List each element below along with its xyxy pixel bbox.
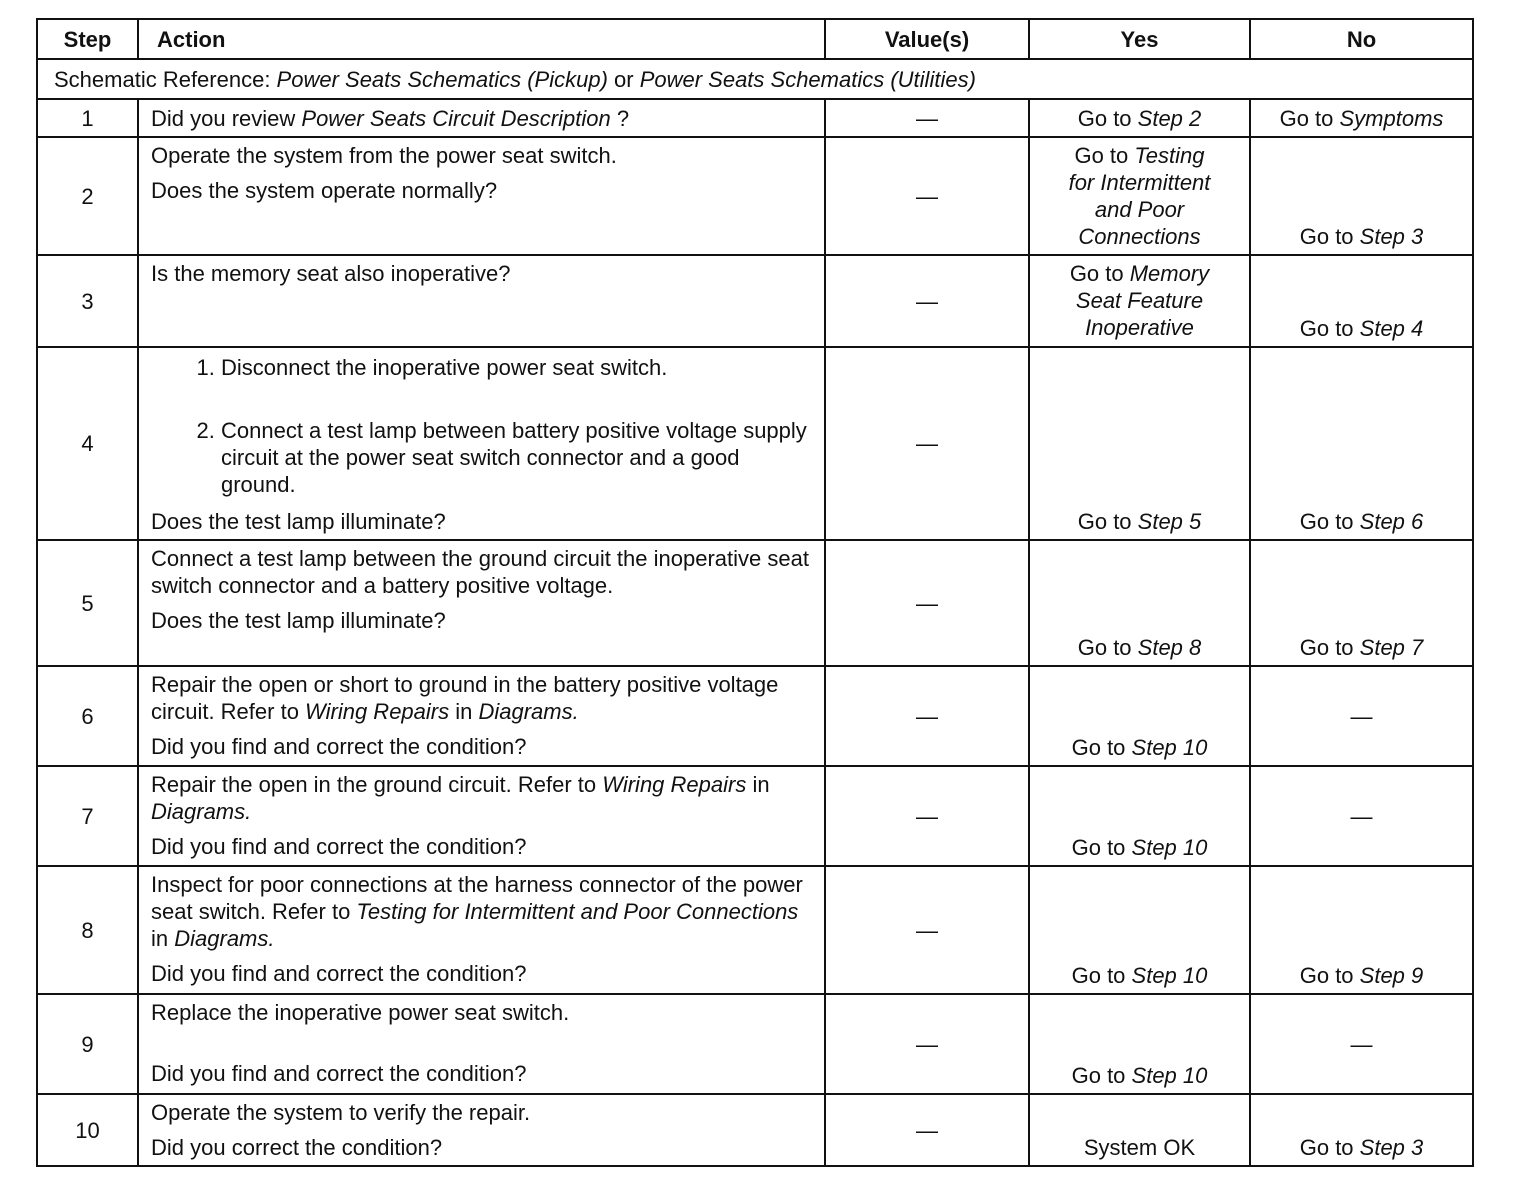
step-number: 5 [37, 540, 138, 666]
value-cell: — [825, 255, 1029, 347]
yes-cell[interactable] [1029, 347, 1250, 540]
header-action: Action [138, 19, 825, 59]
no-cell[interactable] [1250, 866, 1473, 994]
action-cell [138, 1094, 825, 1166]
step-number: 1 [37, 99, 138, 137]
yes-prefix: Go to [1074, 143, 1135, 168]
table-row [37, 137, 1473, 255]
no-cell[interactable] [1250, 99, 1473, 137]
no-target[interactable]: Symptoms [1339, 105, 1444, 131]
value-cell: — [825, 1094, 1029, 1166]
no-cell[interactable] [1250, 347, 1473, 540]
yes-target[interactable]: Step 5 [1137, 509, 1202, 534]
action-cell [138, 866, 825, 994]
yes-cell[interactable] [1029, 766, 1250, 866]
action-question: Is the memory seat also inoperative? [151, 261, 511, 286]
action-question: Does the test lamp illuminate? [151, 608, 446, 633]
step-number: 7 [37, 766, 138, 866]
yes-prefix: Go to [1069, 261, 1130, 286]
table-row [37, 347, 1473, 540]
action-cell [138, 540, 825, 666]
step-number: 4 [37, 347, 138, 540]
yes-prefix: Go to [1071, 735, 1132, 760]
header-yes: Yes [1029, 19, 1250, 59]
no-cell[interactable] [1250, 1094, 1473, 1166]
step-number: 2 [37, 137, 138, 255]
list-item: 2. Connect a test lamp between battery positive voltage supply circuit at the power seat switch connector and a good ground. [221, 417, 814, 498]
no-cell[interactable] [1250, 540, 1473, 666]
no-target[interactable]: Step 3 [1359, 224, 1424, 249]
action-reference[interactable]: Wiring Repairs [305, 699, 450, 724]
yes-prefix: Go to [1077, 509, 1138, 534]
no-prefix: Go to [1299, 316, 1360, 341]
yes-prefix: Go to [1071, 1063, 1132, 1088]
schematic-reference [37, 59, 1473, 99]
no-cell: — [1250, 994, 1473, 1094]
table-row [37, 994, 1473, 1094]
yes-cell[interactable] [1029, 137, 1250, 255]
yes-target[interactable]: Step 8 [1137, 635, 1202, 660]
action-reference[interactable]: Diagrams. [151, 799, 252, 824]
action-question: Did you find and correct the condition? [151, 1061, 527, 1086]
action-text: Operate the system to verify the repair. [151, 1100, 531, 1125]
value-cell: — [825, 666, 1029, 766]
no-target[interactable]: Step 3 [1359, 1135, 1424, 1160]
yes-target[interactable]: Step 10 [1131, 1063, 1208, 1088]
header-no: No [1250, 19, 1473, 59]
action-reference[interactable]: Power Seats Circuit Description [301, 105, 611, 131]
table-row [37, 99, 1473, 137]
diagnostic-table [36, 18, 1474, 1167]
action-text-part: Repair the open in the ground circuit. Refer to [151, 772, 603, 797]
no-prefix: Go to [1299, 509, 1360, 534]
action-question: Did you find and correct the condition? [151, 734, 527, 759]
yes-target[interactable]: Step 2 [1137, 105, 1202, 131]
no-prefix: Go to [1299, 1135, 1360, 1160]
action-question: Does the test lamp illuminate? [151, 509, 446, 534]
no-cell: — [1250, 766, 1473, 866]
yes-cell[interactable] [1029, 99, 1250, 137]
no-prefix: Go to [1299, 635, 1360, 660]
table-row [37, 766, 1473, 866]
table-row [37, 1094, 1473, 1166]
yes-cell[interactable] [1029, 255, 1250, 347]
table-row [37, 866, 1473, 994]
table-row [37, 255, 1473, 347]
value-cell: — [825, 766, 1029, 866]
no-prefix: Go to [1279, 105, 1340, 131]
no-prefix: Go to [1299, 224, 1360, 249]
action-question: Did you find and correct the condition? [151, 961, 527, 986]
no-cell[interactable] [1250, 137, 1473, 255]
diagnostic-table-sheet [36, 18, 1472, 1167]
action-text: ? [610, 105, 630, 131]
yes-prefix: Go to [1071, 963, 1132, 988]
action-cell [138, 99, 825, 137]
action-question: Did you find and correct the condition? [151, 834, 527, 859]
step-number: 3 [37, 255, 138, 347]
action-text [151, 671, 814, 725]
no-target[interactable]: Step 9 [1359, 963, 1424, 988]
action-question: Does the system operate normally? [151, 178, 498, 203]
step-number: 10 [37, 1094, 138, 1166]
yes-cell[interactable] [1029, 866, 1250, 994]
no-target[interactable]: Step 7 [1359, 635, 1424, 660]
header-row [37, 19, 1473, 59]
action-text-part: Inspect for poor connections at the harness connector of the power seat switch. Refer to [151, 872, 803, 924]
yes-prefix: Go to [1071, 835, 1132, 860]
no-prefix: Go to [1299, 963, 1360, 988]
action-list [151, 354, 814, 498]
list-item: 1. Disconnect the inoperative power seat switch. [221, 354, 814, 381]
value-cell: — [825, 994, 1029, 1094]
value-cell: — [825, 99, 1029, 137]
table-row [37, 540, 1473, 666]
action-text-part: Repair the open or short to ground in the battery positive voltage circuit. Refer to [151, 672, 779, 724]
action-text [151, 871, 814, 952]
yes-cell[interactable]: System OK [1029, 1094, 1250, 1166]
action-reference[interactable]: Diagrams. [478, 699, 579, 724]
yes-target[interactable]: Step 10 [1131, 735, 1208, 760]
yes-target[interactable]: Step 10 [1131, 835, 1208, 860]
schematic-reference-link-utilities[interactable]: Power Seats Schematics (Utilities) [639, 67, 976, 92]
header-step: Step [37, 19, 138, 59]
value-cell: — [825, 347, 1029, 540]
action-cell [138, 666, 825, 766]
value-cell: — [825, 866, 1029, 994]
yes-cell[interactable] [1029, 666, 1250, 766]
value-cell: — [825, 540, 1029, 666]
header-values: Value(s) [825, 19, 1029, 59]
action-text-part: in [746, 772, 770, 797]
action-text: Replace the inoperative power seat switch. [151, 1000, 570, 1025]
yes-prefix: Go to [1077, 105, 1138, 131]
yes-target[interactable]: Step 10 [1131, 963, 1208, 988]
table-row [37, 666, 1473, 766]
action-text [151, 771, 814, 825]
no-target[interactable]: Step 4 [1359, 316, 1424, 341]
action-text: Connect a test lamp between the ground circuit the inoperative seat switch connector and a battery positive voltage. [151, 546, 809, 598]
action-cell [138, 137, 825, 255]
schematic-reference-row [37, 59, 1473, 99]
yes-target[interactable]: Memory Seat Feature Inoperative [1075, 261, 1210, 340]
yes-cell[interactable] [1029, 994, 1250, 1094]
step-number: 9 [37, 994, 138, 1094]
schematic-reference-link-pickup[interactable]: Power Seats Schematics (Pickup) [276, 67, 608, 92]
value-cell: — [825, 137, 1029, 255]
action-text: Did you review [151, 105, 302, 131]
step-number: 8 [37, 866, 138, 994]
action-cell [138, 347, 825, 540]
no-cell[interactable] [1250, 255, 1473, 347]
action-reference[interactable]: Testing for Intermittent and Poor Connections [356, 899, 799, 924]
schematic-reference-or: or [607, 67, 640, 92]
action-cell [138, 255, 825, 347]
yes-cell[interactable] [1029, 540, 1250, 666]
no-cell: — [1250, 666, 1473, 766]
yes-target[interactable]: Testing for Intermittent and Poor Connections [1068, 143, 1211, 249]
action-reference[interactable]: Diagrams. [174, 926, 275, 951]
action-question: Did you correct the condition? [151, 1135, 443, 1160]
action-cell [138, 766, 825, 866]
yes-prefix: Go to [1077, 635, 1138, 660]
step-number: 6 [37, 666, 138, 766]
action-text-part: in [449, 699, 479, 724]
action-reference[interactable]: Wiring Repairs [602, 772, 747, 797]
no-target[interactable]: Step 6 [1359, 509, 1424, 534]
action-text-part: in [151, 926, 175, 951]
action-text: Operate the system from the power seat switch. [151, 143, 617, 168]
schematic-reference-prefix: Schematic Reference: [54, 67, 277, 92]
action-cell [138, 994, 825, 1094]
